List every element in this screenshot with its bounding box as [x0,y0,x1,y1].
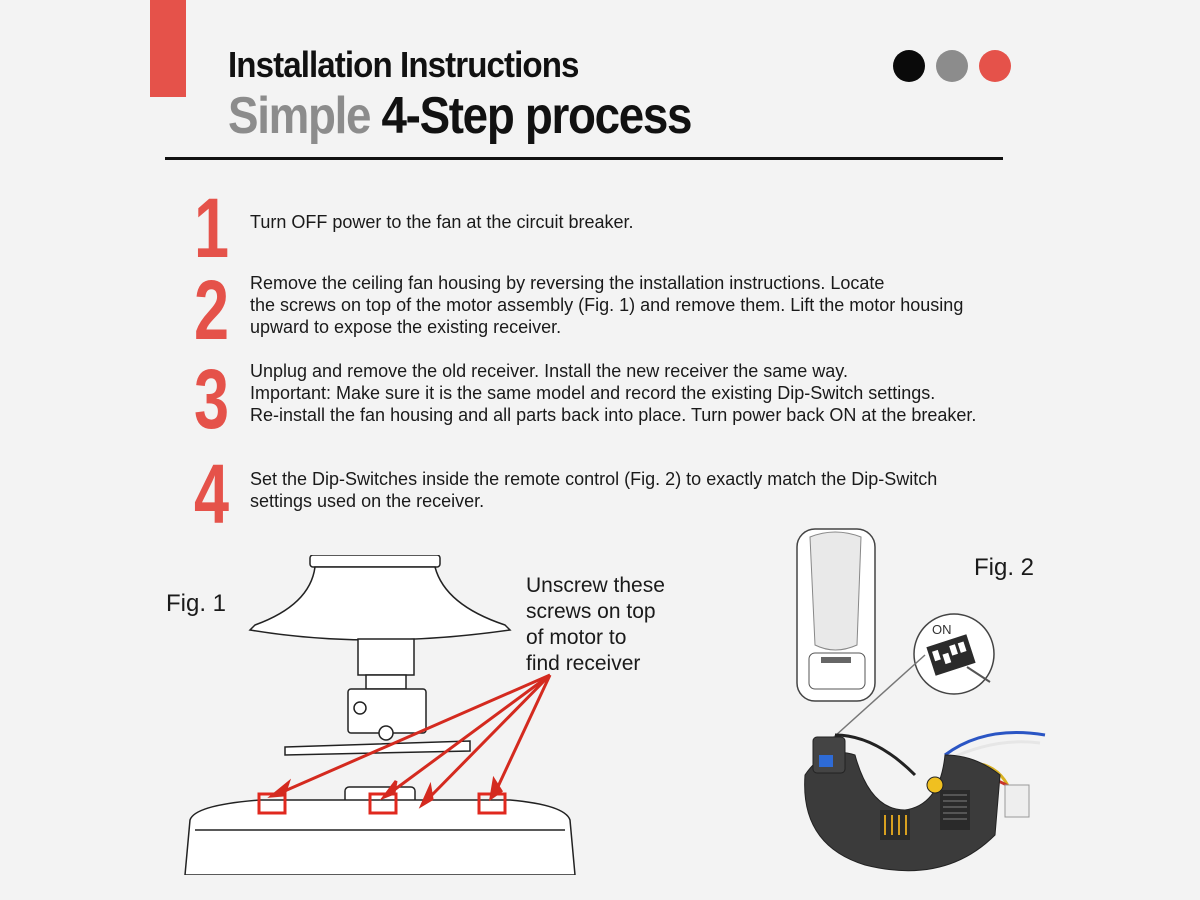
dot-gray [936,50,968,82]
subtitle-main: 4-Step process [381,87,692,145]
step-2-line: upward to expose the existing receiver. [250,317,562,337]
dot-black [893,50,925,82]
header-divider [165,157,1003,160]
decorative-dots [893,50,1011,82]
step-3-line: Unplug and remove the old receiver. Install the new receiver the same way. [250,361,848,381]
fig-2-label: Fig. 2 [974,554,1035,581]
fig-1-label: Fig. 1 [166,590,227,617]
page-title: Installation Instructions [228,44,579,85]
receiver-module-illustration [795,715,1055,885]
step-3-number: 3 [194,352,230,446]
page-subtitle [228,86,691,146]
step-1-line: Turn OFF power to the fan at the circuit breaker. [250,212,634,232]
callout-line: find receiver [526,652,641,675]
step-4-text [250,468,1080,512]
callout-line: Unscrew these [526,574,665,597]
dot-red [979,50,1011,82]
step-2-number: 2 [194,263,230,357]
step-4-number: 4 [194,447,230,541]
fan-motor-illustration [170,555,610,875]
step-2-line: the screws on top of the motor assembly (Fig. 1) and remove them. Lift the motor housing [250,295,964,315]
step-4-line: settings used on the receiver. [250,491,485,511]
step-1-number: 1 [194,181,230,275]
subtitle-highlight: Simple [228,87,371,145]
step-3-line: Re-install the fan housing and all parts back into place. Turn power back ON at the breaker. [250,405,977,425]
callout-line: of motor to [526,626,627,649]
step-3-text [250,360,1080,426]
step-4-line: Set the Dip-Switches inside the remote control (Fig. 2) to exactly match the Dip-Switch [250,469,938,489]
accent-bar [150,0,186,97]
dip-on-label: ON [932,622,952,637]
step-3-line: Important: Make sure it is the same model and record the existing Dip-Switch settings. [250,383,936,403]
step-2-text [250,272,1080,338]
step-2-line: Remove the ceiling fan housing by reversing the installation instructions. Locate [250,273,885,293]
step-1-text [250,211,1080,233]
callout-line: screws on top [526,600,656,623]
